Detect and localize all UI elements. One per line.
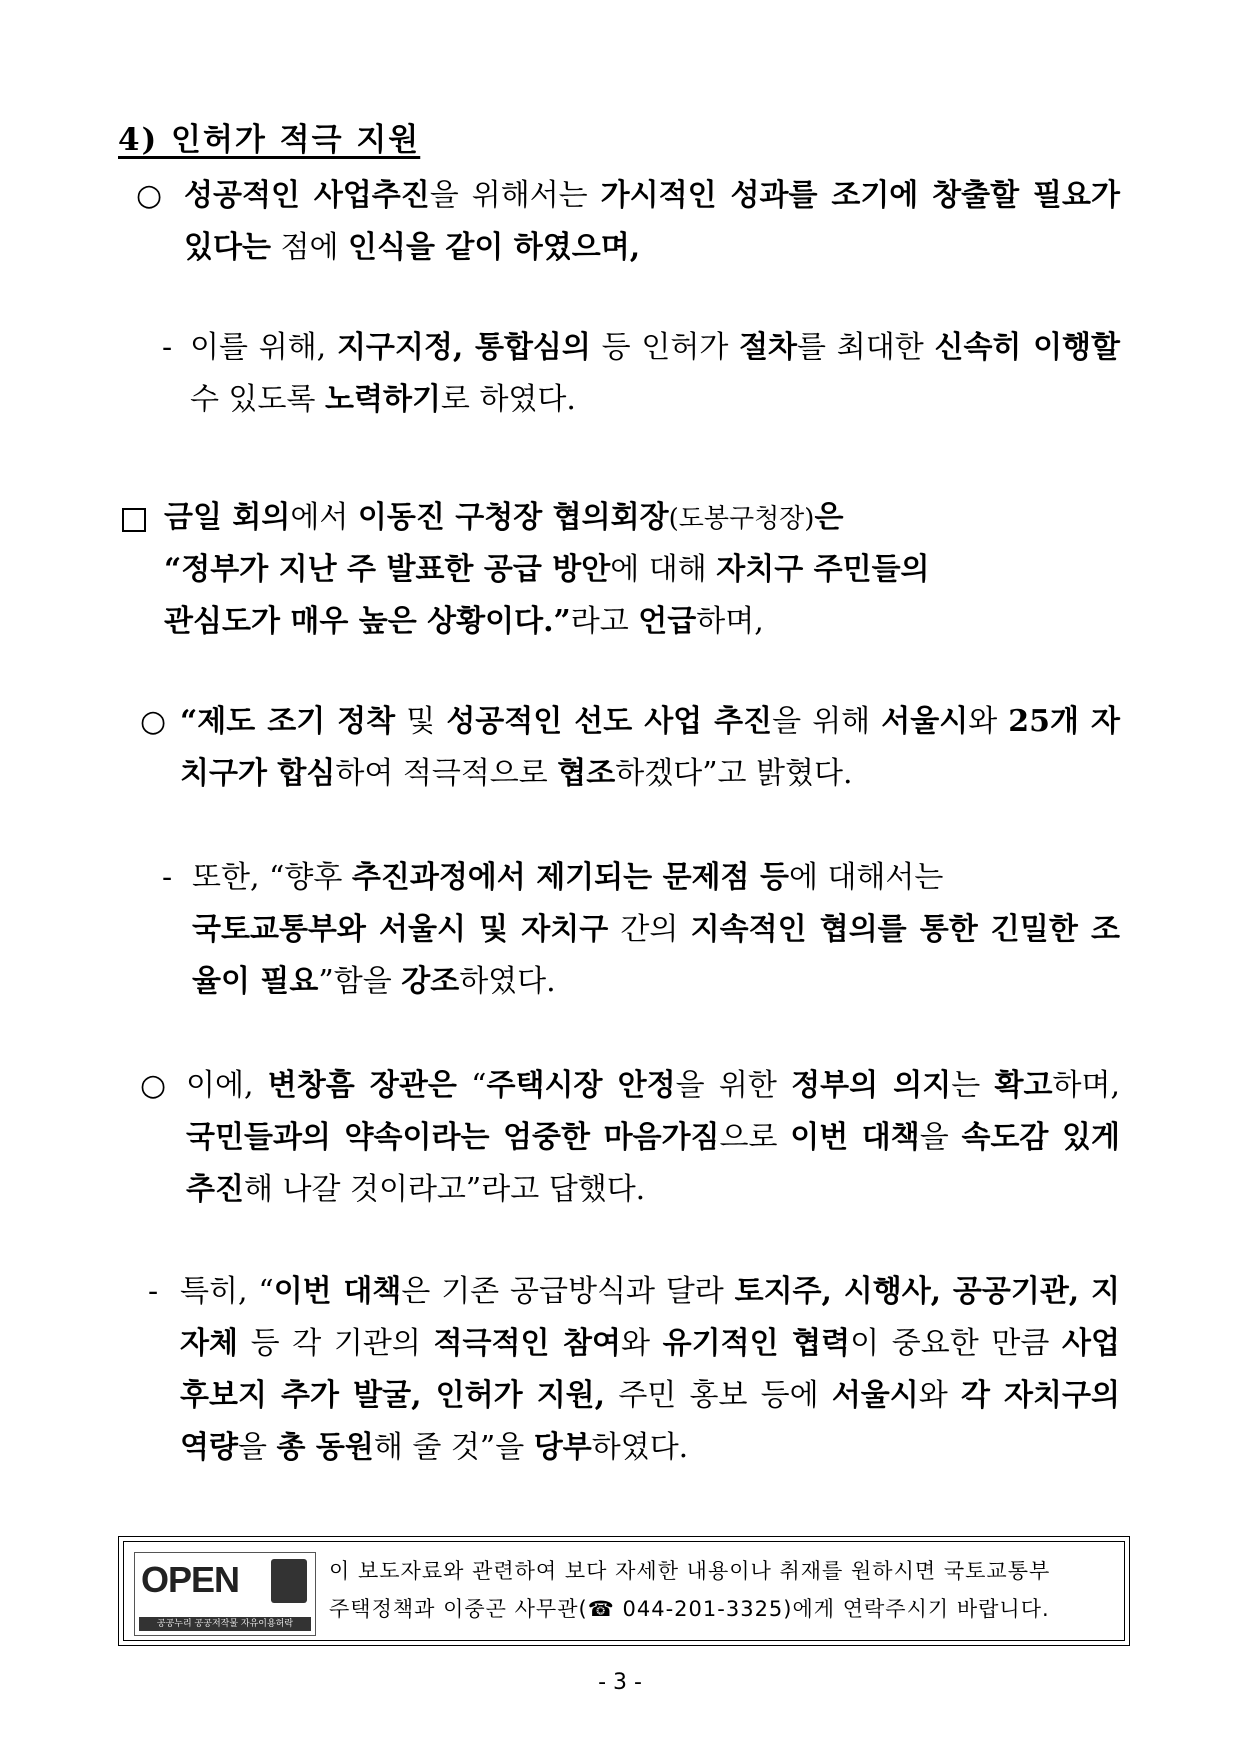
text-run: 이에, [186, 1068, 268, 1103]
paragraph-2 [190, 322, 1120, 426]
section-heading: 4) 인허가 적극 지원 [118, 122, 421, 158]
text-run: 총 동원 [276, 1430, 374, 1465]
text-run: 하며, [696, 604, 764, 639]
text-run: 절차 [739, 330, 798, 365]
text-run: 에 대해 [610, 552, 717, 587]
text-run: 신속히 이행할 [934, 330, 1121, 365]
open-logo-text: OPEN [141, 1559, 240, 1600]
text-run: 언급 [638, 604, 697, 639]
text-run: 에서 [290, 500, 358, 535]
text-run: “제도 조기 정착 [180, 704, 396, 739]
text-run: 라고 [570, 604, 639, 639]
text-run: 간의 [608, 912, 691, 947]
text-run: 을 위한 [675, 1068, 792, 1103]
text-run: 속도감 있게 추진 [186, 1120, 1120, 1207]
dash-bullet: - [162, 860, 173, 895]
text-run: 하며, [1052, 1068, 1121, 1103]
text-run: 국민들과의 약속이라는 엄중한 마음가짐 [186, 1120, 720, 1155]
text-run: 에 대해서는 [788, 860, 944, 895]
text-run: 등 각 기관의 [237, 1326, 434, 1361]
text-run: 수 있도록 [190, 382, 325, 417]
text-run: 사업 후보지 추가 발굴, 인허가 지원, [180, 1326, 1120, 1413]
paragraph-6 [186, 1060, 1120, 1216]
text-run: 와 [968, 704, 1009, 739]
text-run: 강조 [401, 964, 460, 999]
text-run: 이동진 구청장 협의회장 [357, 500, 669, 535]
circle-bullet: ○ [136, 178, 163, 213]
text-run: 변창흠 장관은 [267, 1068, 457, 1103]
text-run: 하겠다”고 밝혔다. [615, 756, 853, 791]
text-run: 을 [237, 1430, 277, 1465]
text-run: 으로 [719, 1120, 791, 1155]
text-run: 하였다. [591, 1430, 689, 1465]
text-run: “ [456, 1068, 487, 1103]
text-run: 지속적인 협의를 통한 긴밀한 조율이 필요 [192, 912, 1120, 999]
circle-bullet: ○ [140, 704, 167, 739]
text-run: 정부의 의지 [791, 1068, 952, 1103]
text-run: 을 위해 [772, 704, 882, 739]
contact-box [118, 1536, 1130, 1646]
circle-bullet: ○ [140, 1068, 167, 1103]
contact-line-1: 이 보도자료와 관련하여 보다 자세한 내용이나 취재를 원하시면 국토교통부 [329, 1559, 1051, 1583]
open-logo-strip: 공공누리 공공저작물 자유이용허락 [139, 1617, 311, 1631]
contact-text [329, 1552, 1116, 1628]
text-run: 토지주, 시행사, 공공기관, 지자체 [180, 1274, 1120, 1361]
text-run: 주민 홍보 등에 [605, 1378, 832, 1413]
paragraph-5-line-1 [192, 852, 1120, 904]
page-number: - 3 - [598, 1670, 642, 1695]
text-run: 하여 적극적으로 [335, 756, 558, 791]
text-run: ”함을 [318, 964, 402, 999]
text-run: 해 줄 것”을 [373, 1430, 534, 1465]
text-run: 추진과정에서 제기되는 문제점 등 [351, 860, 789, 895]
paragraph-4 [180, 696, 1120, 800]
text-run: 와 [621, 1326, 663, 1361]
paragraph-5 [192, 904, 1120, 1008]
text-run: 을 [919, 1120, 962, 1155]
text-run: 금일 [164, 500, 233, 535]
dash-bullet: - [162, 330, 173, 365]
text-run: 가시적인 성과를 조기에 창출할 필요가 있다는 [184, 178, 1120, 265]
text-run: 서울시 [831, 1378, 919, 1413]
text-run: 은 [814, 500, 844, 535]
text-run: 지구지정, 통합심의 [336, 330, 591, 365]
text-run: “정부가 지난 주 발표한 공급 방안 [164, 552, 611, 587]
person-icon [271, 1559, 307, 1603]
text-run: 해 나갈 것이라고”라고 답했다. [243, 1172, 646, 1207]
contact-line-2: 주택정책과 이중곤 사무관(☎ 044-201-3325)에게 연락주시기 바랍니다. [329, 1597, 1050, 1621]
square-bullet [122, 508, 146, 532]
paragraph-3-line-2 [164, 544, 1124, 596]
text-run: 관심도가 매우 높은 상황이다.” [164, 604, 571, 639]
paragraph-1 [184, 170, 1120, 274]
text-run: 을 위해서는 [429, 178, 601, 213]
text-run: 주택시장 안정 [486, 1068, 676, 1103]
text-run: 협조 [557, 756, 616, 791]
paragraph-3-line-1 [164, 492, 1124, 545]
text-run: 성공적인 선도 사업 추진 [446, 704, 773, 739]
paragraph-7 [180, 1266, 1120, 1474]
text-run: 및 [395, 704, 447, 739]
text-run: 이번 대책 [790, 1120, 920, 1155]
paragraph-3-line-3 [164, 596, 1124, 648]
text-run: 인식을 같이 하였으며, [348, 230, 641, 265]
text-run: 각 자치구의 역량 [180, 1378, 1120, 1465]
text-run: 하였다. [459, 964, 556, 999]
text-run: 확고 [994, 1068, 1053, 1103]
text-run: 등 인허가 [590, 330, 740, 365]
text-run: 서울시 [881, 704, 969, 739]
text-run: (도봉구청장) [668, 504, 815, 534]
text-run: 특히, “ [180, 1274, 274, 1309]
text-run: 노력하기 [325, 382, 441, 417]
text-run: 는 [951, 1068, 995, 1103]
text-run: 를 최대한 [797, 330, 935, 365]
text-run: 자치구 주민들의 [716, 552, 930, 587]
text-run: 유기적인 협력 [662, 1326, 851, 1361]
contact-box-inner [123, 1541, 1125, 1641]
dash-bullet: - [148, 1274, 159, 1309]
text-run: 로 하였다. [440, 382, 576, 417]
text-run: 국토교통부와 서울시 및 자치구 [192, 912, 609, 947]
text-run: 점에 [270, 230, 348, 265]
text-run: 이 중요한 만큼 [850, 1326, 1063, 1361]
text-run: 회의 [232, 500, 291, 535]
text-run: 성공적인 사업추진 [184, 178, 430, 213]
text-run: 당부 [533, 1430, 592, 1465]
open-license-logo [134, 1552, 316, 1636]
text-run: 이번 대책 [273, 1274, 402, 1309]
text-run: 또한, “향후 [192, 860, 352, 895]
text-run: 와 [918, 1378, 961, 1413]
text-run: 이를 위해, [190, 330, 337, 365]
text-run: 적극적인 참여 [433, 1326, 622, 1361]
text-run: 25개 자치구가 합심 [180, 704, 1120, 791]
text-run: 은 기존 공급방식과 달라 [401, 1274, 735, 1309]
